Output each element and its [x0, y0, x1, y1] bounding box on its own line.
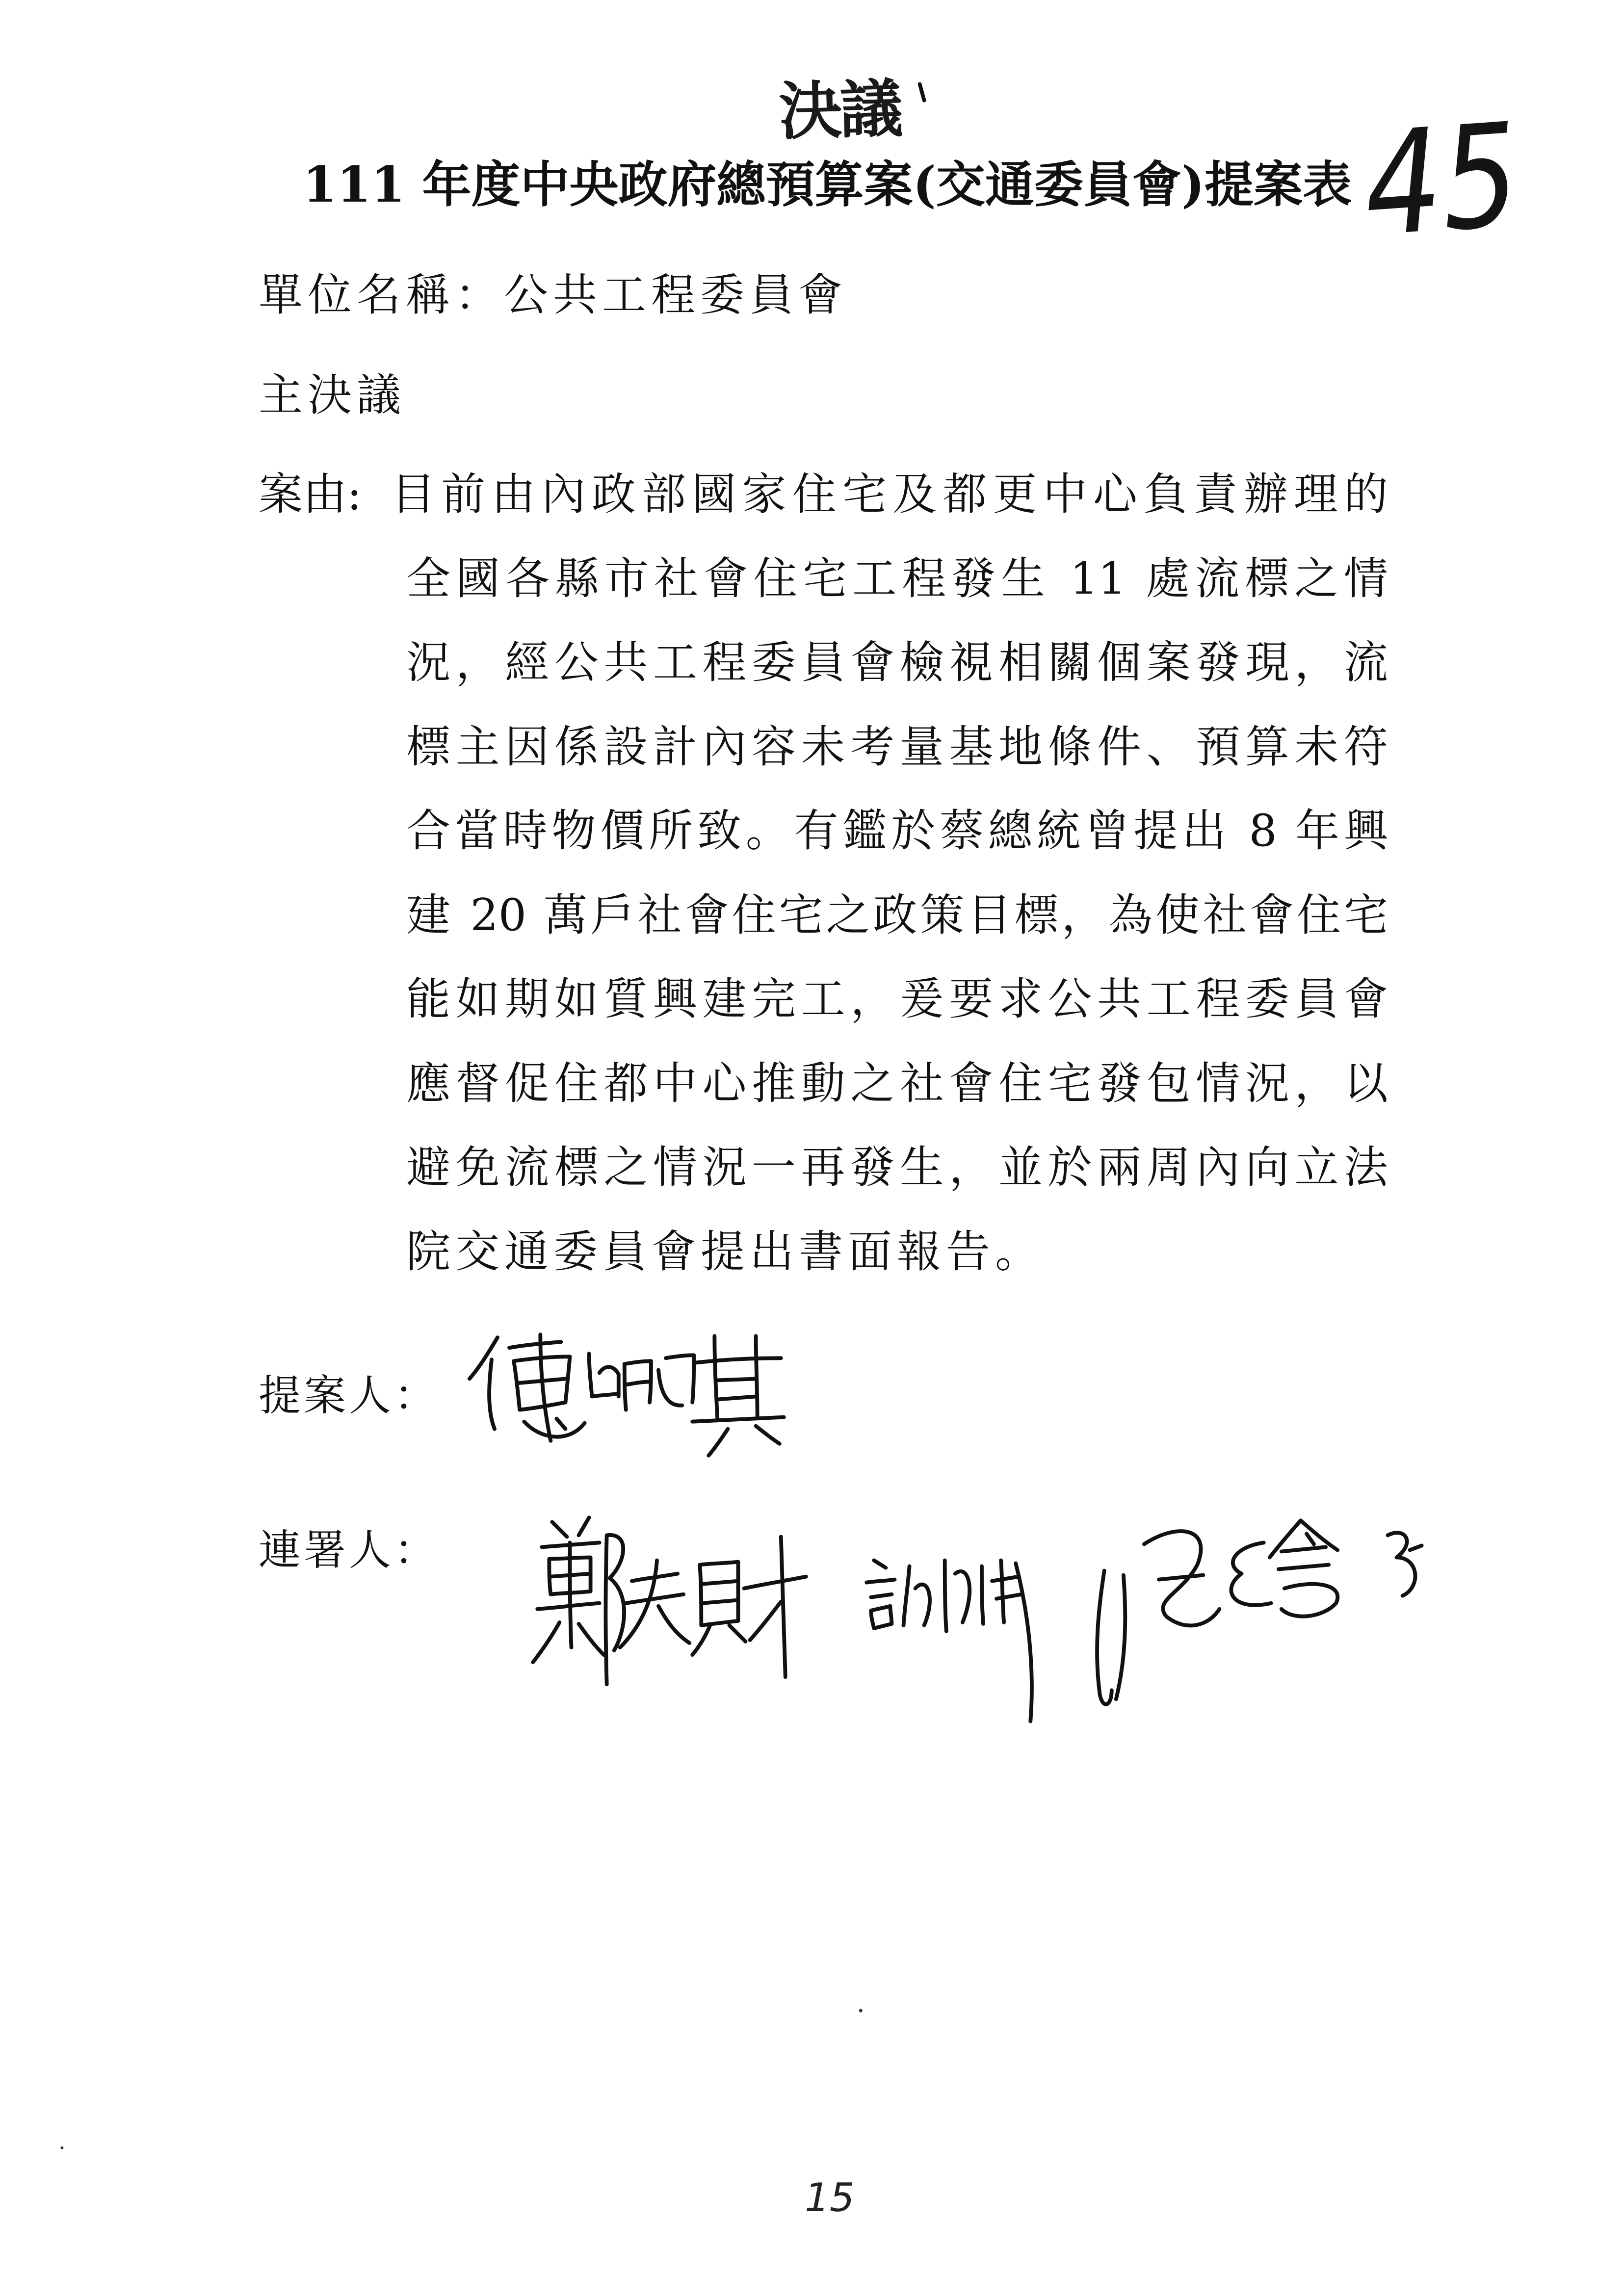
page-title: 111 年度中央政府總預算案(交通委員會)提案表: [303, 156, 1352, 213]
stamp-tick-mark: [920, 84, 924, 101]
reason-body: [391, 452, 1388, 1294]
reason-line: 目前由內政部國家住宅及都更中心負責辦理的: [391, 469, 1388, 520]
reason-label: 案由:: [259, 469, 362, 520]
resolution-stamp: 決議: [778, 72, 902, 149]
reason-line: 應督促住都中心推動之社會住宅發包情況，以: [406, 1057, 1388, 1109]
handwritten-page-number: 15: [805, 2175, 855, 2220]
cosigner-signature-2: [866, 1561, 1032, 1722]
reason-line: 況，經公共工程委員會檢視相關個案發現，流: [406, 637, 1388, 688]
reason-line: 合當時物價所致。有鑑於蔡總統曾提出 8 年興: [406, 805, 1388, 857]
reason-line: 避免流標之情況一再發生，並於兩周內向立法: [406, 1142, 1388, 1193]
cosigner-label: 連署人：: [259, 1526, 439, 1575]
reason-line: 院交通委員會提出書面報告。: [406, 1226, 1044, 1278]
reason-line: 能如期如質興建完工，爰要求公共工程委員會: [406, 973, 1388, 1025]
cosigner-signature-3: [1097, 1520, 1422, 1704]
handwritten-page-mark: 45: [1359, 93, 1524, 269]
reason-line: 標主因係設計內容未考量基地條件、預算未符: [406, 721, 1388, 773]
resolution-type: 主決議: [259, 369, 406, 421]
reason-line: 建 20 萬戶社會住宅之政策目標，為使社會住宅: [406, 889, 1388, 941]
unit-value: 公共工程委員會: [504, 269, 847, 321]
reason-line: 全國各縣市社會住宅工程發生 11 處流標之情: [406, 552, 1388, 604]
unit-line: [259, 266, 847, 325]
scan-specks: [60, 2009, 862, 2149]
proposer-signature: [470, 1334, 784, 1456]
unit-label: 單位名稱：: [259, 269, 504, 321]
cosigner-signature-1: [533, 1517, 806, 1684]
proposer-label: 提案人：: [259, 1371, 439, 1420]
